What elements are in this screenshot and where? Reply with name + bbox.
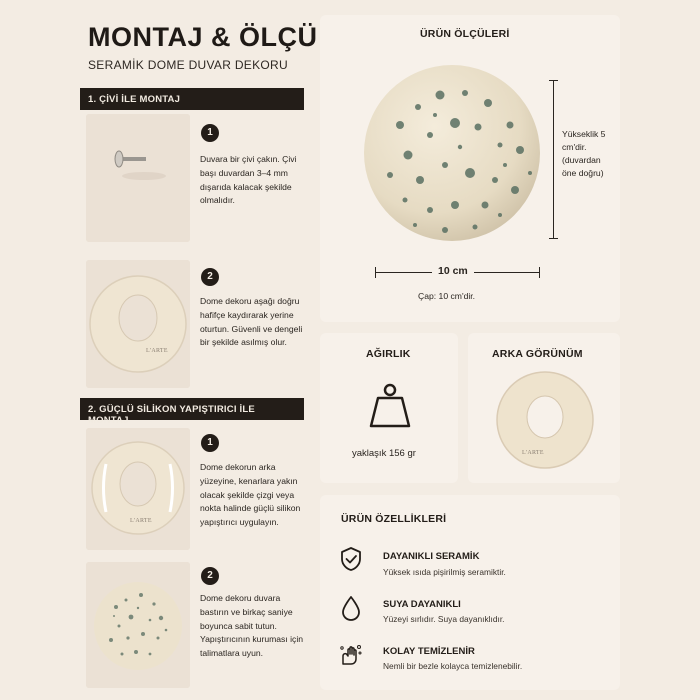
weight-value: yaklaşık 156 gr: [352, 448, 416, 459]
back-view-image: [493, 368, 597, 472]
brand-stamp: L'ARTE: [146, 348, 168, 354]
feature-title: DAYANIKLI SERAMİK: [383, 551, 480, 562]
speckled-dome: [94, 582, 182, 670]
back-ring-photo: [86, 260, 190, 388]
brand-stamp: L'ARTE: [130, 518, 152, 524]
nail-photo: [86, 114, 190, 242]
features-title: ÜRÜN ÖZELLİKLERİ: [341, 513, 447, 525]
section-silicone-mount-header: 2. GÜÇLÜ SİLİKON YAPIŞTIRICI İLE MONTAJ: [80, 398, 304, 420]
diameter-text: Çap: 10 cm'dir.: [418, 291, 476, 301]
feature-description: Yüksek ısıda pişirilmiş seramiktir.: [383, 567, 506, 577]
step-instruction: Dome dekoru duvara bastırın ve birkaç saniye boyunca sabit tutun. Yapıştırıcının kuruması için talimatlara uyun.: [200, 593, 304, 659]
shield-check-icon: [338, 546, 364, 572]
feature-description: Yüzeyi sırlıdır. Suya dayanıklıdır.: [383, 614, 505, 624]
back-view-title: ARKA GÖRÜNÜM: [492, 348, 583, 360]
clean-hand-icon: [338, 642, 364, 668]
page-title: MONTAJ & ÖLÇÜ: [88, 22, 318, 52]
page-subtitle: SERAMİK DOME DUVAR DEKORU: [88, 58, 288, 72]
step-instruction: Duvara bir çivi çakın. Çivi başı duvardan 3–4 mm dışarıda kalacak şekilde olmalıdır.: [200, 154, 297, 206]
step-instruction: Dome dekoru aşağı doğru hafifçe kaydırarak yerine oturtun. Güvenli ve dengeli bir şekilde asılmış olur.: [200, 296, 303, 348]
water-drop-icon: [338, 595, 364, 621]
feature-title: KOLAY TEMİZLENİR: [383, 646, 475, 657]
adhesive-photo: [86, 428, 190, 550]
step-instruction: Dome dekorun arka yüzeyine, kenarlara yakın olacak şekilde çizgi veya nokta halinde güçlü silikon yapıştırıcı uygulayın.: [200, 462, 301, 528]
step-number-badge: 1: [201, 434, 219, 452]
step-number-badge: 2: [201, 567, 219, 585]
height-label: Yükseklik 5 cm'dir. (duvardan öne doğru): [562, 129, 606, 178]
weight-title: AĞIRLIK: [366, 348, 411, 360]
step-number-badge: 1: [201, 124, 219, 142]
dimensions-title: ÜRÜN ÖLÇÜLERİ: [420, 28, 510, 40]
dome-product-image: [360, 55, 560, 255]
section-nail-mount-header: 1. ÇİVİ İLE MONTAJ: [80, 88, 304, 110]
height-dimension-line: [553, 80, 554, 238]
nail-illustration: [86, 114, 190, 242]
step-number-badge: 2: [201, 268, 219, 286]
feature-description: Nemli bir bezle kolayca temizlenebilir.: [383, 661, 523, 671]
width-value: 10 cm: [432, 265, 474, 277]
feature-title: SUYA DAYANIKLI: [383, 599, 461, 610]
mounted-dome-photo: [86, 562, 190, 688]
weight-icon: [368, 382, 412, 430]
brand-stamp: L'ARTE: [522, 450, 544, 456]
